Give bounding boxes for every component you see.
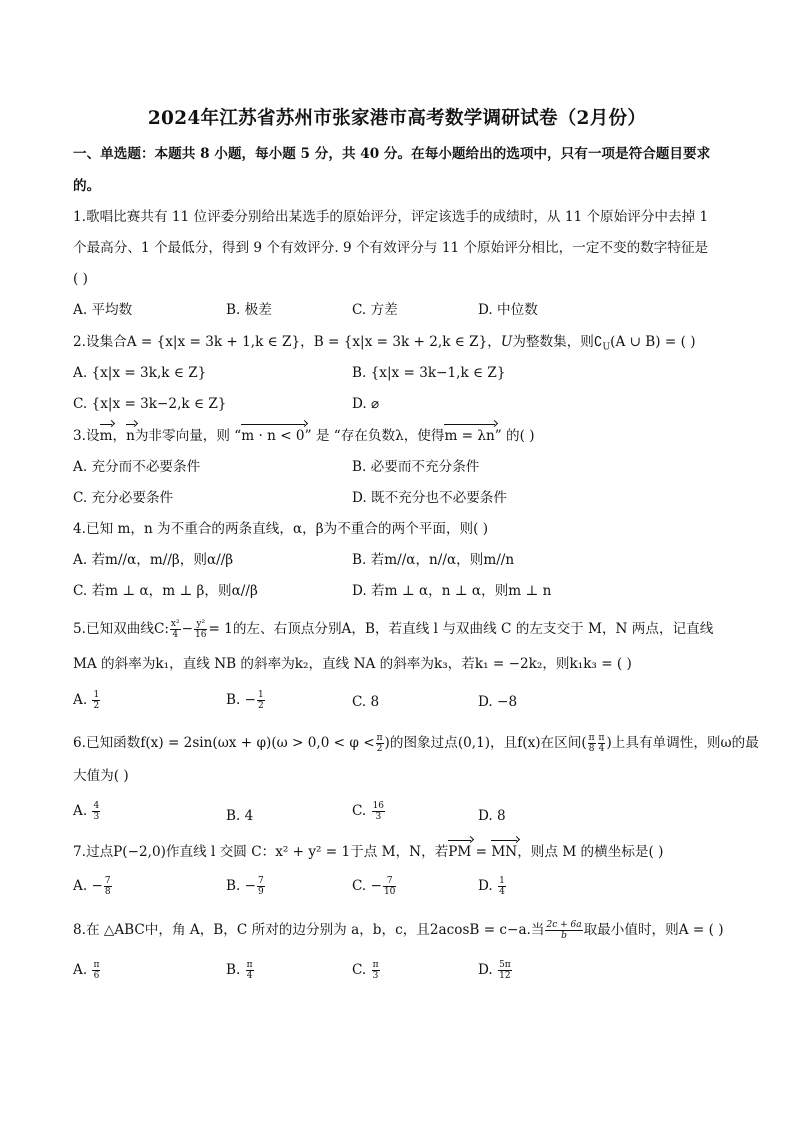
q1-option-c: C. 方差 [352,302,398,318]
q8-option-d: D. $\frac{5\pi}{12}$ [478,960,511,981]
q5-fraction-x: $\frac{\text{x²}}{4}$ [170,619,180,640]
q8-stem [73,920,724,941]
q8-stem-pre: 8.在 △ABC中，角 A，B，C 所对的边分别为 a，b，c，且2acosB = c−a.当 [73,922,545,938]
q6-option-b: B. 4 [226,808,254,824]
q7-vector-mn: MN [491,844,518,860]
q8-option-b: B. $\frac{\pi}{4}$ [226,960,253,981]
q2-stem [73,333,696,357]
q6-fraction-pi-4: $\frac{\pi}{4}$ [598,733,605,754]
q2-universal-set: U [500,334,513,350]
q5-stem-line2: MA 的斜率为k₁，直线 NB 的斜率为k₂，直线 NA 的斜率为k₃，若k₁ = −2k₂，则k₁k₃ = ( ) [73,656,632,672]
q2-stem-pre: 2.设集合A = {x|x = 3k + 1,k ∈ Z}，B = {x|x = 3k + 2,k ∈ Z}， [73,334,501,350]
q7-option-a: A. − $\frac{7}{8}$ [73,876,111,897]
q5-fraction-y: $\frac{\text{y²}}{16}$ [195,619,207,640]
q7-option-b: B. − $\frac{7}{9}$ [226,876,264,897]
q8-option-a: A. $\frac{\pi}{6}$ [73,960,100,981]
q5-option-a: A. $\frac{1}{2}$ [73,690,100,711]
q1-option-a: A. 平均数 [73,302,133,318]
q2-option-d: D. ⌀ [352,396,380,412]
q5-stem-pre: 5.已知双曲线C: [73,621,169,637]
q6-option-d: D. 8 [478,808,506,824]
q8-stem-post: 取最小值时，则A = ( ) [583,922,724,938]
q3-stem-post: ” 的( ) [494,428,535,444]
q7-stem [73,843,663,861]
q6-option-c: C. $\frac{16}{3}$ [352,801,385,822]
q3-option-b: B. 必要而不充分条件 [352,459,480,475]
q5-option-c: C. 8 [352,694,380,710]
q5-option-d: D. −8 [478,694,518,710]
q3-option-c: C. 充分必要条件 [73,490,174,506]
q3-condition: m · n < 0 [241,428,305,444]
q4-option-b: B. 若m//α，n//α，则m//n [352,552,515,568]
q6-fraction-pi-8: $\frac{\pi}{8}$ [588,733,595,754]
q4-option-c: C. 若m ⊥ α，m ⊥ β，则α//β [73,583,258,599]
q7-equals: = [471,844,492,860]
q1-option-d: D. 中位数 [478,302,538,318]
q6-option-a: A. $\frac{4}{3}$ [73,801,100,822]
section-heading: 一、单选题：本题共 8 小题，每小题 5 分，共 40 分。在每小题给出的选项中，只有一项是符合题目要求 [73,146,711,162]
q3-stem-mid: 为非零向量，则 “ [134,428,242,444]
q4-stem: 4.已知 m，n 为不重合的两条直线，α，β为不重合的两个平面，则( ) [73,521,489,537]
q2-option-b: B. {x|x = 3k−1,k ∈ Z} [352,365,506,381]
q6-stem-line1 [73,733,759,754]
q2-stem-post: (A ∪ B) = ( ) [610,334,696,350]
q6-stem-line2: 大值为( ) [73,768,129,784]
q7-vector-pm: PM [448,844,472,860]
q6-fraction-pi-2: $\frac{\pi}{2}$ [376,733,383,754]
q6-stem-mid: )的图象过点(0,1)，且f(x)在区间( [384,735,587,751]
q3-stem [73,427,535,445]
q2-option-c: C. {x|x = 3k−2,k ∈ Z} [73,396,227,412]
q4-option-d: D. 若m ⊥ α，n ⊥ α，则m ⊥ n [352,583,552,599]
q5-stem-line1 [73,619,713,640]
q6-stem-post: )上具有单调性，则ω的最 [606,735,759,751]
q3-stem-mid2: ” 是 “存在负数λ，使得 [304,428,445,444]
q3-vector-n: n [126,428,135,444]
q6-stem-pre: 6.已知函数f(x) = 2sin(ωx + φ)(ω > 0,0 < φ < [73,735,375,751]
q3-equation: m = λn [444,428,495,444]
q2-complement-sub: U [602,342,611,353]
q2-option-a: A. {x|x = 3k,k ∈ Z} [73,365,207,381]
section-heading-cont: 的。 [73,178,101,194]
q4-option-a: A. 若m//α，m//β，则α//β [73,552,234,568]
q1-line1: 1.歌唱比赛共有 11 位评委分别给出某选手的原始评分，评定该选手的成绩时，从 11 个原始评分中去掉 1 [73,209,709,225]
q3-option-a: A. 充分而不必要条件 [73,459,201,475]
q5-option-b: B. − $\frac{1}{2}$ [226,690,264,711]
q8-option-c: C. $\frac{\pi}{3}$ [352,960,379,981]
q7-option-c: C. − $\frac{7}{10}$ [352,876,396,897]
q2-stem-mid: 为整数集，则∁ [512,334,603,350]
q1-line3: ( ) [73,271,88,287]
q1-line2: 个最高分、1 个最低分，得到 9 个有效评分. 9 个有效评分与 11 个原始评分相比，一定不变的数字特征是 [73,240,709,256]
page-title: 2024年江苏省苏州市张家港市高考数学调研试卷（2月份） [147,108,647,129]
q7-stem-pre: 7.过点P(−2,0)作直线 l 交圆 C：x² + y² = 1于点 M，N，若 [73,844,449,860]
q5-minus: − [181,621,193,637]
q3-vector-m: m [99,428,113,444]
q3-option-d: D. 既不充分也不必要条件 [352,490,507,506]
q3-comma: ， [112,428,127,444]
q1-option-b: B. 极差 [226,302,272,318]
q8-fraction: $\frac{2c + 6a}{b}$ [546,920,582,941]
q5-stem-post: = 1的左、右顶点分别A，B，若直线 l 与双曲线 C 的左支交于 M，N 两点，记直线 [208,621,714,637]
q7-option-d: D. $\frac{1}{4}$ [478,876,505,897]
q3-stem-pre: 3.设 [73,428,100,444]
q7-stem-post: ，则点 M 的横坐标是( ) [517,844,664,860]
